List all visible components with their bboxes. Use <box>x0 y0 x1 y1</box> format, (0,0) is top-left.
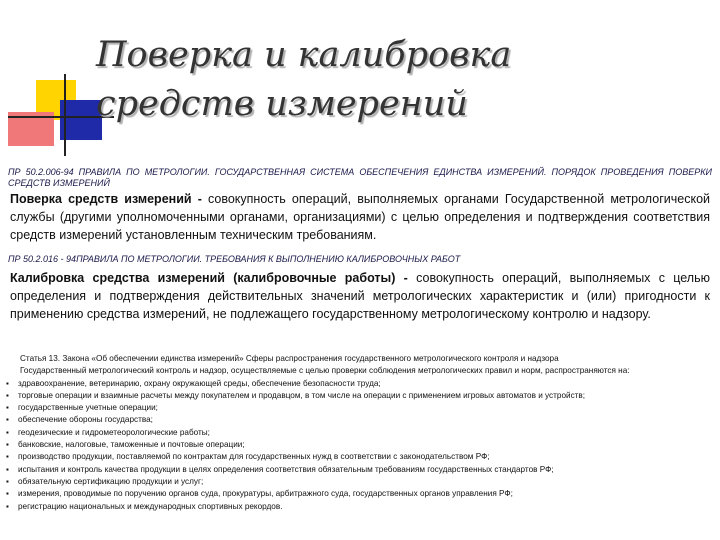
list-item: ▪ регистрацию национальных и международных спортивных рекордов. <box>6 501 714 513</box>
list-item: ▪ торговые операции и взаимные расчеты между покупателем и продавцом, в том числе на операции с применением игровых автоматов и устройств; <box>6 390 714 402</box>
decor-vertical-line <box>64 74 66 156</box>
article-13-block <box>6 353 714 513</box>
list-item: ▪ государственные учетные операции; <box>6 402 714 414</box>
list-item: ▪ измерения, проводимые по поручению органов суда, прокуратуры, арбитражного суда, государственных органов управления РФ; <box>6 488 714 500</box>
list-item: ▪ обязательную сертификацию продукции и услуг; <box>6 476 714 488</box>
list-item: ▪ производство продукции, поставляемой по контрактам для государственных нужд в соответствии с законодательством РФ; <box>6 451 714 463</box>
article-13-intro: Государственный метрологический контроль и надзор, осуществляемые с целью проверки соблюдения метрологических правил и норм, распространяются на: <box>20 366 630 376</box>
list-item: ▪ обеспечение обороны государства; <box>6 414 714 426</box>
calibration-reference: ПР 50.2.016 - 94ПРАВИЛА ПО МЕТРОЛОГИИ. ТРЕБОВАНИЯ К ВЫПОЛНЕНИЮ КАЛИБРОВОЧНЫХ РАБОТ <box>8 254 461 264</box>
list-item: ▪ банковские, налоговые, таможенные и почтовые операции; <box>6 439 714 451</box>
calibration-term: Калибровка средства измерений (калибровочные работы) - <box>10 271 408 285</box>
calibration-text: совокупность операций, выполняемых с целью определения и подтверждения действительных значений метрологических характеристик и (или) пригодности к применению средства измерений, не подлежащего государственному метрологическому контролю и надзору. <box>10 271 710 321</box>
page-title-line1: Поверка и калибровка <box>96 35 512 75</box>
list-item: ▪ геодезические и гидрометеорологические работы; <box>6 427 714 439</box>
verification-reference: ПР 50.2.006-94 ПРАВИЛА ПО МЕТРОЛОГИИ. ГОСУДАРСТВЕННАЯ СИСТЕМА ОБЕСПЕЧЕНИЯ ЕДИНСТВА ИЗМЕРЕНИЙ. ПОРЯДОК ПРОВЕДЕНИЯ ПОВЕРКИ СРЕДСТВ ИЗМЕРЕНИЙ <box>8 167 712 188</box>
article-13-heading: Статья 13. Закона «Об обеспечении единства измерений» Сферы распространения государственного метрологического контроля и надзора <box>20 354 559 363</box>
list-item: ▪ испытания и контроль качества продукции в целях определения соответствия обязательным требованиям государственных стандартов РФ; <box>6 464 714 476</box>
list-item: ▪ здравоохранение, ветеринарию, охрану окружающей среды, обеспечение безопасности труда; <box>6 378 714 390</box>
article-13-list <box>6 378 714 513</box>
verification-definition <box>10 190 710 244</box>
page-title-line2: средств измерений <box>96 84 468 124</box>
verification-term: Поверка средств измерений - <box>10 192 202 206</box>
verification-text: совокупность операций, выполняемых органами Государственной метрологической службы (другими уполномоченными органами, организациями) с целью определения и подтверждения соответствия средств измерений установленным техническим требованиям. <box>10 192 710 242</box>
calibration-definition <box>10 269 710 323</box>
